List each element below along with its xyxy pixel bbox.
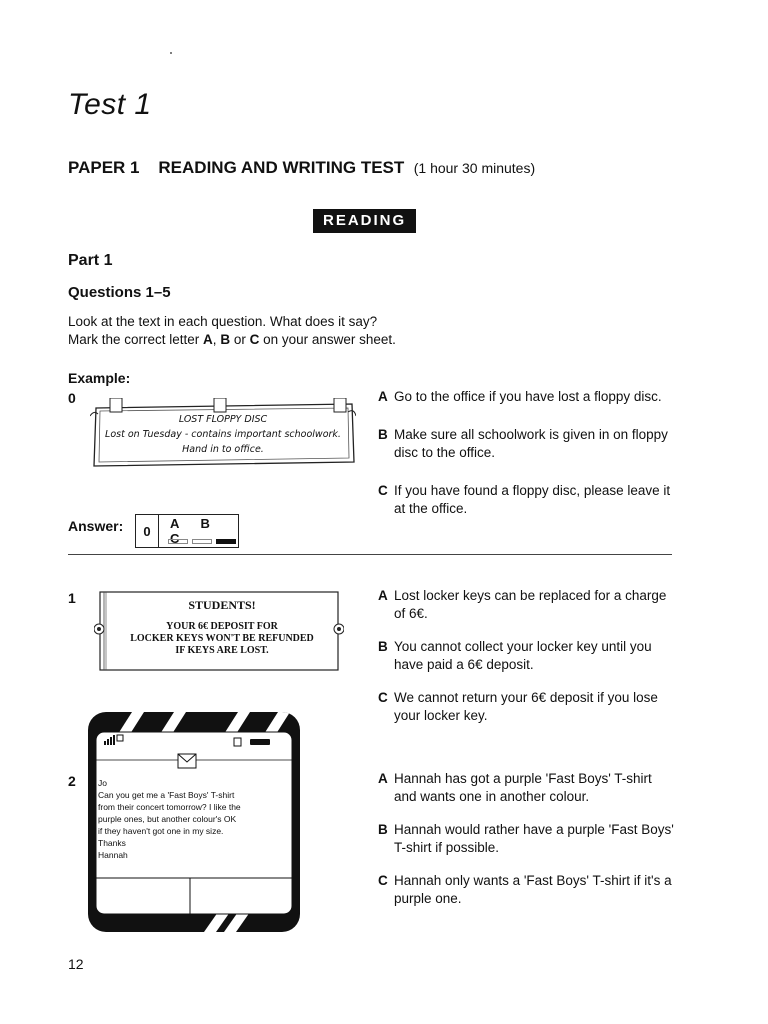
question-2-number: 2 — [68, 773, 76, 789]
part-label: Part 1 — [68, 252, 113, 269]
option-letter: B — [378, 427, 388, 442]
option-letter: C — [378, 873, 388, 888]
option-letter: A — [378, 588, 388, 603]
page-number: 12 — [68, 956, 84, 972]
option-letter: A — [378, 389, 388, 404]
question-2-option-a — [378, 770, 678, 806]
notice-line: YOUR 6€ DEPOSIT FOR — [166, 621, 278, 632]
option-text: Hannah only wants a 'Fast Boys' T-shirt if it's a purple one. — [394, 873, 672, 906]
instruction-letter-a: A — [203, 332, 213, 347]
example-option-a — [378, 388, 678, 406]
phone-screen — [88, 712, 300, 932]
notice-line: LOCKER KEYS WON'T BE REFUNDED — [130, 633, 314, 644]
question-1-option-c — [378, 689, 678, 725]
scan-speck — [170, 52, 172, 54]
option-letter: C — [378, 690, 388, 705]
option-text: Hannah has got a purple 'Fast Boys' T-shirt and wants one in another colour. — [394, 771, 652, 804]
paper-duration: (1 hour 30 minutes) — [413, 160, 536, 176]
question-1-option-b — [378, 638, 678, 674]
paper-number: PAPER 1 — [68, 158, 140, 177]
question-1-option-a — [378, 587, 678, 623]
option-letter: B — [378, 822, 388, 837]
page-title: Test 1 — [68, 88, 152, 121]
example-option-c — [378, 482, 678, 518]
questions-range: Questions 1–5 — [68, 284, 171, 301]
paper-name: READING AND WRITING TEST — [158, 158, 405, 177]
option-letter: A — [378, 771, 388, 786]
option-text: Make sure all schoolwork is given in on floppy disc to the office. — [394, 427, 668, 460]
instruction-letter-b: B — [220, 332, 231, 347]
option-text: You cannot collect your locker key until you have paid a 6€ deposit. — [394, 639, 652, 672]
notice-title: LOST FLOPPY DISC — [178, 414, 268, 425]
option-text: Hannah would rather have a purple 'Fast Boys' T-shirt if possible. — [394, 822, 674, 855]
example-number: 0 — [68, 390, 76, 406]
answer-mark-c — [216, 539, 236, 544]
option-letter: C — [378, 483, 388, 498]
instruction-text: Mark the correct letter — [68, 332, 204, 347]
instruction-line-1: Look at the text in each question. What does it say? — [68, 314, 378, 329]
example-notice — [90, 398, 356, 468]
question-1-notice — [98, 591, 344, 671]
answer-box — [135, 514, 239, 548]
answer-letters: A B C — [170, 516, 219, 546]
instruction-or: or — [230, 332, 250, 347]
notice-line: IF KEYS ARE LOST. — [175, 645, 269, 656]
answer-mark-b — [192, 539, 212, 544]
option-text: We cannot return your 6€ deposit if you lose your locker key. — [394, 690, 658, 723]
question-2-option-c — [378, 872, 678, 908]
notice-line: Lost on Tuesday - contains important schoolwork. — [105, 429, 341, 440]
instruction-comma: , — [212, 332, 221, 347]
instructions — [68, 313, 396, 349]
option-text: Lost locker keys can be replaced for a charge of 6€. — [394, 588, 667, 621]
notice-line: Hand in to office. — [182, 444, 264, 455]
section-badge: READING — [313, 209, 416, 233]
sms-message: Jo Can you get me a 'Fast Boys' T-shirt from their concert tomorrow? I like the purple ones, but another colour's OK if they haven't got one in my size. Thanks Hannah — [98, 778, 241, 860]
instruction-text-end: on your answer sheet. — [259, 332, 396, 347]
option-text: If you have found a floppy disc, please leave it at the office. — [394, 483, 671, 516]
instruction-letter-c: C — [249, 332, 260, 347]
question-1-number: 1 — [68, 590, 76, 606]
answer-label: Answer: — [68, 518, 124, 534]
example-option-b — [378, 426, 678, 462]
paper-heading — [68, 158, 535, 178]
answer-number: 0 — [136, 515, 159, 547]
option-letter: B — [378, 639, 388, 654]
example-label: Example: — [68, 370, 131, 386]
instruction-line-2 — [68, 331, 396, 349]
option-text: Go to the office if you have lost a floppy disc. — [394, 389, 662, 404]
question-2-option-b — [378, 821, 678, 857]
answer-mark-a — [168, 539, 188, 544]
notice-title: STUDENTS! — [188, 598, 256, 612]
divider — [68, 554, 672, 555]
